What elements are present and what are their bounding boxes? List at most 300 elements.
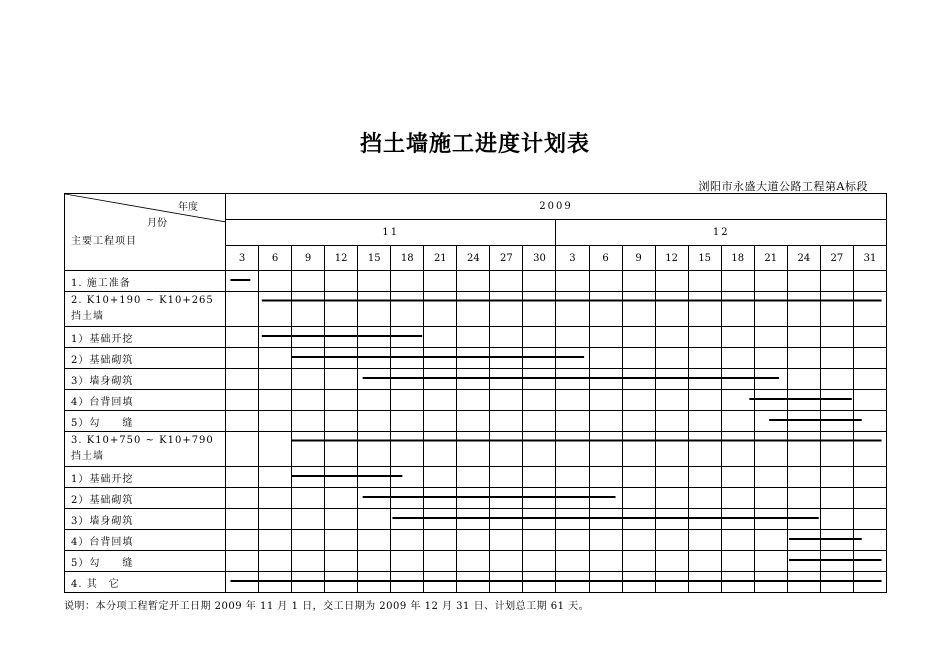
schedule-cell (787, 348, 820, 369)
schedule-cell (490, 530, 523, 551)
schedule-cell (490, 467, 523, 488)
schedule-cell (292, 327, 325, 348)
day-header-cell: 12 (325, 246, 358, 271)
schedule-cell (490, 432, 523, 467)
schedule-cell (259, 467, 292, 488)
schedule-cell (292, 390, 325, 411)
page-title: 挡土墙施工进度计划表 (359, 132, 590, 157)
schedule-cell (325, 530, 358, 551)
schedule-cell (358, 467, 391, 488)
schedule-cell (490, 292, 523, 327)
schedule-cell (820, 411, 853, 432)
task-row (65, 348, 887, 369)
schedule-cell (688, 530, 721, 551)
schedule-cell (358, 432, 391, 467)
schedule-cell (556, 509, 589, 530)
schedule-cell (226, 432, 259, 467)
task-row (65, 411, 887, 432)
schedule-cell (457, 467, 490, 488)
schedule-cell (820, 271, 853, 292)
schedule-cell (655, 572, 688, 593)
schedule-cell (292, 572, 325, 593)
task-name: 1）基础开挖 (65, 327, 226, 348)
schedule-cell (655, 530, 688, 551)
schedule-cell (391, 411, 424, 432)
corner-item-label: 主要工程项目 (71, 236, 137, 247)
schedule-cell (358, 509, 391, 530)
schedule-cell (655, 390, 688, 411)
schedule-cell (853, 390, 886, 411)
day-header-cell: 9 (292, 246, 325, 271)
schedule-cell (820, 530, 853, 551)
schedule-cell (424, 390, 457, 411)
schedule-cell (787, 572, 820, 593)
schedule-cell (391, 551, 424, 572)
schedule-cell (622, 432, 655, 467)
task-row (65, 572, 887, 593)
schedule-cell (787, 292, 820, 327)
schedule-cell (754, 572, 787, 593)
schedule-cell (721, 572, 754, 593)
day-header-cell: 3 (226, 246, 259, 271)
schedule-cell (292, 530, 325, 551)
schedule-cell (853, 411, 886, 432)
task-name: 2）基础砌筑 (65, 348, 226, 369)
schedule-cell (688, 411, 721, 432)
task-row (65, 551, 887, 572)
day-header-cell: 27 (490, 246, 523, 271)
schedule-cell (457, 348, 490, 369)
schedule-cell (424, 271, 457, 292)
schedule-cell (556, 551, 589, 572)
schedule-cell (292, 551, 325, 572)
schedule-cell (457, 530, 490, 551)
task-row (65, 467, 887, 488)
schedule-cell (787, 271, 820, 292)
schedule-cell (655, 488, 688, 509)
schedule-cell (556, 348, 589, 369)
schedule-cell (556, 292, 589, 327)
schedule-cell (589, 488, 622, 509)
schedule-cell (358, 292, 391, 327)
schedule-cell (391, 369, 424, 390)
schedule-cell (622, 572, 655, 593)
schedule-cell (457, 411, 490, 432)
schedule-cell (820, 572, 853, 593)
schedule-cell (787, 390, 820, 411)
schedule-cell (457, 271, 490, 292)
schedule-cell (688, 509, 721, 530)
schedule-cell (622, 292, 655, 327)
schedule-cell (754, 390, 787, 411)
schedule-cell (226, 572, 259, 593)
schedule-cell (424, 488, 457, 509)
schedule-cell (226, 348, 259, 369)
schedule-cell (490, 551, 523, 572)
schedule-cell (820, 488, 853, 509)
schedule-cell (853, 432, 886, 467)
schedule-cell (226, 509, 259, 530)
schedule-cell (853, 530, 886, 551)
day-header-cell: 27 (820, 246, 853, 271)
schedule-cell (655, 327, 688, 348)
schedule-cell (754, 369, 787, 390)
schedule-cell (589, 369, 622, 390)
schedule-cell (457, 572, 490, 593)
task-row (65, 271, 887, 292)
schedule-cell (259, 509, 292, 530)
schedule-cell (457, 551, 490, 572)
schedule-cell (523, 432, 556, 467)
schedule-cell (325, 551, 358, 572)
schedule-cell (259, 348, 292, 369)
schedule-cell (490, 327, 523, 348)
schedule-cell (754, 411, 787, 432)
schedule-cell (721, 509, 754, 530)
schedule-cell (622, 348, 655, 369)
schedule-cell (424, 551, 457, 572)
schedule-cell (688, 551, 721, 572)
schedule-cell (721, 467, 754, 488)
schedule-cell (523, 292, 556, 327)
schedule-cell (622, 509, 655, 530)
schedule-cell (457, 292, 490, 327)
task-row (65, 488, 887, 509)
schedule-cell (358, 271, 391, 292)
header-corner-cell (65, 194, 226, 271)
schedule-cell (259, 369, 292, 390)
schedule-cell (292, 369, 325, 390)
schedule-cell (688, 369, 721, 390)
schedule-cell (391, 348, 424, 369)
schedule-cell (424, 292, 457, 327)
schedule-cell (589, 327, 622, 348)
task-name: 5）勾 缝 (65, 551, 226, 572)
schedule-cell (292, 509, 325, 530)
corner-month-label: 月份 (147, 218, 167, 229)
task-name: 4）台背回填 (65, 390, 226, 411)
schedule-cell (226, 369, 259, 390)
schedule-cell (424, 369, 457, 390)
schedule-cell (853, 271, 886, 292)
schedule-cell (292, 467, 325, 488)
schedule-cell (853, 327, 886, 348)
schedule-cell (424, 467, 457, 488)
schedule-cell (358, 530, 391, 551)
day-header-cell: 6 (589, 246, 622, 271)
schedule-cell (655, 292, 688, 327)
day-header-cell: 18 (391, 246, 424, 271)
schedule-cell (490, 572, 523, 593)
schedule-cell (655, 348, 688, 369)
schedule-cell (325, 572, 358, 593)
schedule-cell (325, 271, 358, 292)
month-header-11: 11 (226, 220, 556, 246)
schedule-cell (787, 488, 820, 509)
day-header-cell: 3 (556, 246, 589, 271)
footnote: 说明：本分项工程暂定开工日期 2009 年 11 月 1 日，交工日期为 2009 年 12 月 31 日、计划总工期 61 天。 (64, 601, 590, 612)
day-header-cell: 6 (259, 246, 292, 271)
schedule-cell (622, 327, 655, 348)
schedule-cell (292, 348, 325, 369)
schedule-cell (589, 411, 622, 432)
schedule-cell (391, 509, 424, 530)
schedule-cell (292, 411, 325, 432)
schedule-cell (820, 369, 853, 390)
schedule-cell (358, 551, 391, 572)
task-row (65, 369, 887, 390)
schedule-cell (721, 369, 754, 390)
schedule-cell (853, 467, 886, 488)
task-name: 2）基础砌筑 (65, 488, 226, 509)
schedule-cell (688, 572, 721, 593)
schedule-cell (391, 327, 424, 348)
schedule-cell (325, 327, 358, 348)
schedule-cell (589, 432, 622, 467)
schedule-cell (358, 572, 391, 593)
schedule-cell (853, 369, 886, 390)
schedule-cell (358, 348, 391, 369)
schedule-cell (325, 509, 358, 530)
schedule-cell (556, 530, 589, 551)
schedule-cell (820, 509, 853, 530)
schedule-cell (490, 488, 523, 509)
schedule-cell (721, 327, 754, 348)
schedule-cell (589, 572, 622, 593)
schedule-cell (523, 369, 556, 390)
schedule-cell (523, 572, 556, 593)
schedule-cell (424, 572, 457, 593)
schedule-cell (325, 369, 358, 390)
schedule-cell (226, 551, 259, 572)
schedule-cell (787, 530, 820, 551)
month-header-12: 12 (556, 220, 887, 246)
schedule-cell (325, 348, 358, 369)
schedule-cell (391, 390, 424, 411)
schedule-cell (259, 572, 292, 593)
schedule-cell (490, 348, 523, 369)
schedule-cell (754, 432, 787, 467)
schedule-cell (787, 411, 820, 432)
task-name: 2. K10+190 ~ K10+265 挡土墙 (65, 292, 226, 327)
day-header-cell: 24 (787, 246, 820, 271)
schedule-cell (853, 348, 886, 369)
schedule-cell (292, 292, 325, 327)
schedule-cell (655, 467, 688, 488)
schedule-cell (325, 488, 358, 509)
schedule-cell (754, 467, 787, 488)
schedule-cell (853, 488, 886, 509)
schedule-cell (523, 488, 556, 509)
day-header-cell: 21 (754, 246, 787, 271)
day-header-cell: 15 (688, 246, 721, 271)
schedule-cell (787, 509, 820, 530)
schedule-cell (523, 530, 556, 551)
schedule-cell (226, 271, 259, 292)
corner-year-label: 年度 (178, 202, 198, 213)
schedule-cell (721, 432, 754, 467)
schedule-cell (259, 292, 292, 327)
schedule-cell (259, 530, 292, 551)
schedule-cell (325, 292, 358, 327)
schedule-cell (820, 327, 853, 348)
schedule-cell (457, 369, 490, 390)
schedule-cell (754, 509, 787, 530)
schedule-cell (721, 530, 754, 551)
schedule-cell (358, 411, 391, 432)
schedule-cell (490, 509, 523, 530)
schedule-cell (226, 327, 259, 348)
schedule-cell (259, 411, 292, 432)
schedule-cell (622, 488, 655, 509)
schedule-cell (556, 572, 589, 593)
schedule-cell (523, 390, 556, 411)
schedule-cell (754, 292, 787, 327)
schedule-cell (556, 327, 589, 348)
schedule-cell (853, 551, 886, 572)
schedule-cell (424, 509, 457, 530)
day-header-cell: 12 (655, 246, 688, 271)
schedule-cell (391, 292, 424, 327)
schedule-cell (391, 488, 424, 509)
schedule-cell (688, 271, 721, 292)
schedule-cell (787, 432, 820, 467)
schedule-cell (853, 509, 886, 530)
schedule-cell (457, 432, 490, 467)
schedule-cell (721, 488, 754, 509)
schedule-cell (391, 572, 424, 593)
schedule-cell (820, 551, 853, 572)
schedule-cell (787, 467, 820, 488)
schedule-cell (556, 432, 589, 467)
schedule-cell (688, 292, 721, 327)
schedule-cell (754, 348, 787, 369)
schedule-cell (490, 390, 523, 411)
schedule-cell (292, 271, 325, 292)
schedule-cell (490, 271, 523, 292)
schedule-cell (523, 467, 556, 488)
schedule-cell (556, 390, 589, 411)
schedule-cell (226, 530, 259, 551)
schedule-cell (589, 551, 622, 572)
schedule-cell (226, 390, 259, 411)
schedule-cell (688, 348, 721, 369)
schedule-table (64, 193, 887, 593)
task-name: 1. 施工准备 (65, 271, 226, 292)
schedule-cell (589, 271, 622, 292)
schedule-cell (523, 327, 556, 348)
schedule-cell (754, 327, 787, 348)
task-name: 4）台背回填 (65, 530, 226, 551)
day-header-cell: 9 (622, 246, 655, 271)
schedule-cell (292, 432, 325, 467)
schedule-cell (787, 369, 820, 390)
schedule-cell (589, 467, 622, 488)
schedule-cell (457, 488, 490, 509)
schedule-cell (688, 327, 721, 348)
schedule-cell (523, 551, 556, 572)
schedule-cell (259, 432, 292, 467)
task-name: 3）墙身砌筑 (65, 369, 226, 390)
schedule-cell (589, 509, 622, 530)
schedule-cell (589, 390, 622, 411)
schedule-cell (226, 467, 259, 488)
schedule-cell (556, 488, 589, 509)
schedule-cell (655, 551, 688, 572)
task-name: 1）基础开挖 (65, 467, 226, 488)
schedule-cell (787, 327, 820, 348)
schedule-cell (787, 551, 820, 572)
day-header-cell: 18 (721, 246, 754, 271)
schedule-cell (292, 488, 325, 509)
schedule-cell (655, 509, 688, 530)
schedule-cell (820, 432, 853, 467)
schedule-cell (589, 348, 622, 369)
schedule-cell (721, 551, 754, 572)
schedule-cell (490, 369, 523, 390)
schedule-cell (853, 572, 886, 593)
schedule-cell (754, 271, 787, 292)
schedule-cell (523, 509, 556, 530)
schedule-cell (820, 348, 853, 369)
day-header-cell: 30 (523, 246, 556, 271)
schedule-cell (820, 467, 853, 488)
project-subtitle: 浏阳市永盛大道公路工程第A标段 (698, 180, 868, 193)
schedule-cell (523, 271, 556, 292)
schedule-cell (424, 327, 457, 348)
schedule-cell (622, 467, 655, 488)
schedule-cell (523, 411, 556, 432)
schedule-cell (424, 432, 457, 467)
task-row (65, 327, 887, 348)
task-name: 5）勾 缝 (65, 411, 226, 432)
schedule-cell (622, 271, 655, 292)
task-name: 3）墙身砌筑 (65, 509, 226, 530)
schedule-cell (556, 271, 589, 292)
schedule-cell (820, 292, 853, 327)
schedule-cell (358, 369, 391, 390)
schedule-cell (655, 369, 688, 390)
schedule-cell (589, 530, 622, 551)
schedule-cell (622, 390, 655, 411)
task-name: 3. K10+750 ~ K10+790 挡土墙 (65, 432, 226, 467)
day-header-cell: 24 (457, 246, 490, 271)
schedule-cell (556, 411, 589, 432)
day-header-cell: 15 (358, 246, 391, 271)
schedule-cell (820, 390, 853, 411)
task-name: 4. 其 它 (65, 572, 226, 593)
schedule-cell (424, 530, 457, 551)
schedule-cell (391, 530, 424, 551)
task-row (65, 390, 887, 411)
task-row (65, 292, 887, 327)
schedule-cell (721, 271, 754, 292)
task-row (65, 509, 887, 530)
schedule-cell (754, 530, 787, 551)
year-header: 2009 (226, 194, 887, 220)
schedule-cell (259, 271, 292, 292)
schedule-cell (622, 551, 655, 572)
schedule-cell (622, 411, 655, 432)
schedule-cell (556, 467, 589, 488)
schedule-cell (424, 348, 457, 369)
schedule-cell (556, 369, 589, 390)
schedule-cell (457, 509, 490, 530)
schedule-cell (754, 488, 787, 509)
schedule-cell (688, 390, 721, 411)
schedule-cell (358, 390, 391, 411)
schedule-cell (226, 488, 259, 509)
